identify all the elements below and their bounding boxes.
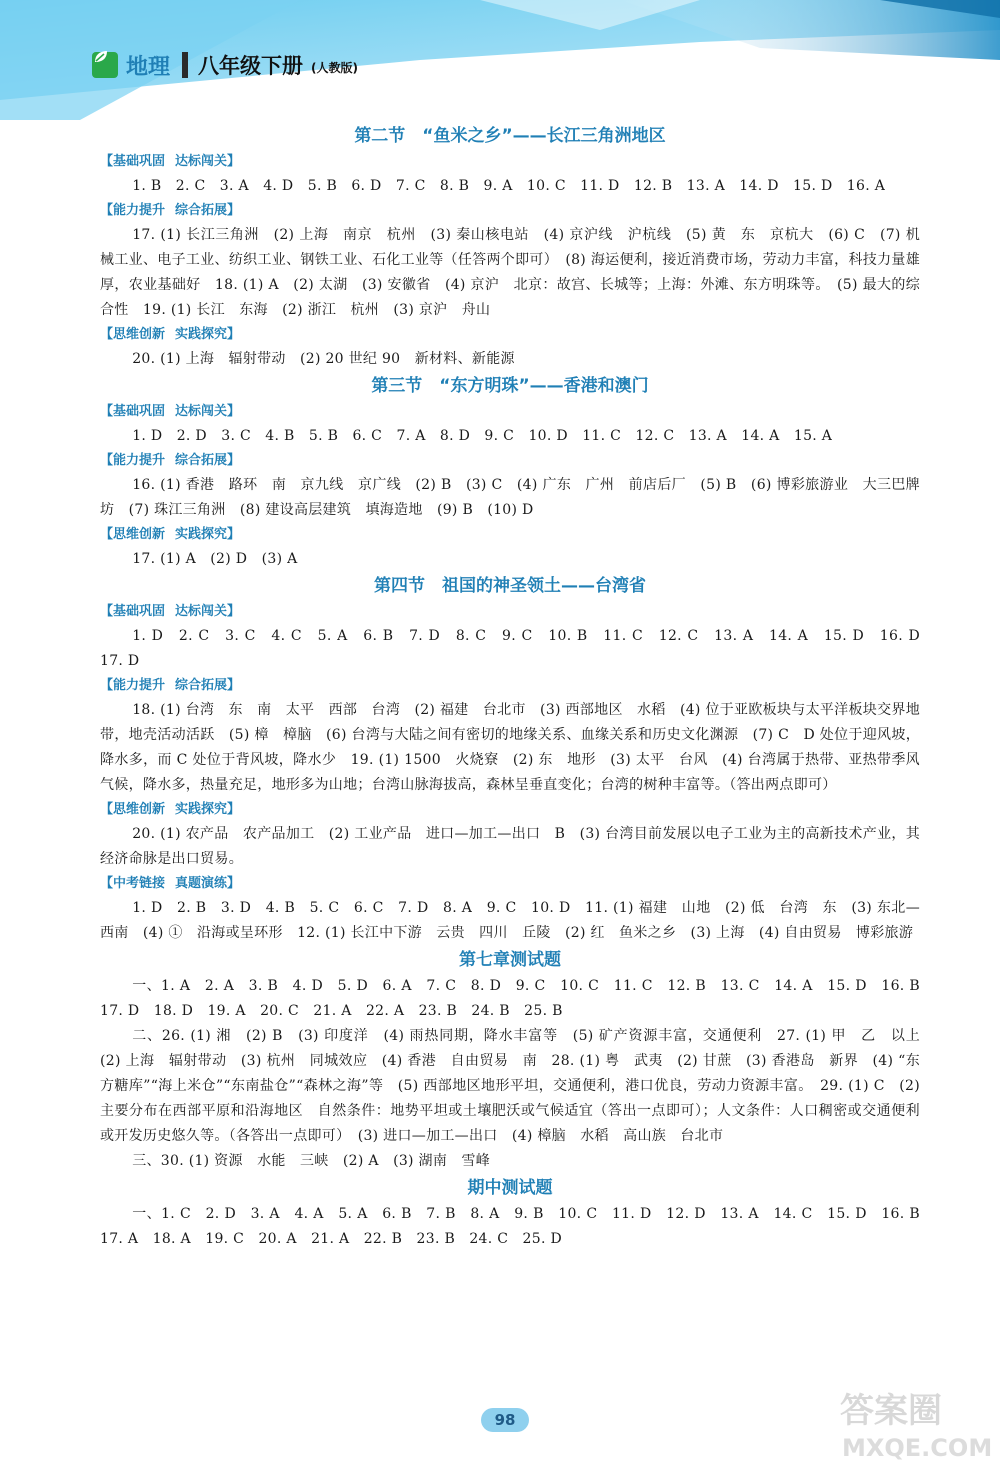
tag-basic: [100, 600, 920, 624]
tag-part: 【能力提升: [100, 678, 166, 693]
book-header: [92, 48, 358, 82]
tag-part: 综合拓展】: [175, 453, 241, 468]
header-banner: [0, 0, 1000, 120]
tag-ability: [100, 199, 920, 223]
section-title-ch7: 第七章测试题: [459, 950, 561, 970]
tag-part: 【能力提升: [100, 203, 166, 218]
header-divider: [182, 52, 188, 78]
answer-paragraph: 17. (1) 长江三角洲 (2) 上海 南京 杭州 (3) 秦山核电站 (4) 京沪线 沪杭线 (5) 黄 东 京杭大 (6) C (7) 机械工业、电子工业、纺织工业、钢铁工业、石化工业等（任答两个即可） (8) 海运便利，接近消费市场，劳动力丰富，科技力量雄厚，农业基础好 18. (1) A (2) 太湖 (3) 安徽省 (4) 京沪 北京：故宫、长城等；上海：外滩、东方明珠等。 (5) 最大的综合性 19. (1) 长江 东海 (2) 浙江 杭州 (3) 京沪 舟山: [100, 227, 920, 318]
tag-part: 综合拓展】: [175, 203, 241, 218]
tag-part: 达标闯关】: [175, 604, 241, 619]
answer-paragraph: 1. D 2. C 3. C 4. C 5. A 6. B 7. D 8. C 9. C 10. B 11. C 12. C 13. A 14. A 15. D 16. D 17. D: [100, 628, 935, 669]
tag-part: 【思维创新: [100, 527, 166, 542]
section-title-s2: 第二节 “鱼米之乡”——长江三角洲地区: [354, 126, 666, 146]
answer-content: [100, 122, 935, 1252]
tag-basic: [100, 400, 920, 424]
answer-paragraph: 1. D 2. D 3. C 4. B 5. B 6. C 7. A 8. D 9. C 10. D 11. C 12. C 13. A 14. A 15. A: [132, 428, 833, 444]
answer-paragraph: 16. (1) 香港 路环 南 京九线 京广线 (2) B (3) C (4) 广东 广州 前店后厂 (5) B (6) 博彩旅游业 大三巴牌坊 (7) 珠江三角洲 (8) 建设高层建筑 填海造地 (9) B (10) D: [100, 477, 920, 518]
tag-part: 综合拓展】: [175, 678, 241, 693]
tag-part: 【思维创新: [100, 327, 166, 342]
tag-thinking: [100, 323, 920, 347]
answer-paragraph: 三、30. (1) 资源 水能 三峡 (2) A (3) 湖南 雪峰: [132, 1153, 491, 1169]
leaf-logo-icon: [92, 52, 118, 78]
subject-label: 地理: [126, 54, 171, 80]
tag-ability: [100, 449, 920, 473]
answer-paragraph: 一、1. A 2. A 3. B 4. D 5. D 6. A 7. C 8. D 9. C 10. C 11. C 12. B 13. C 14. A 15. D 16. B 17. D 18. D 19. A 20. C 21. A 22. A 23. B 24. B 25. B: [100, 978, 935, 1019]
tag-part: 达标闯关】: [175, 154, 241, 169]
tag-exam: [100, 872, 920, 896]
answer-paragraph: 二、26. (1) 湘 (2) B (3) 印度洋 (4) 雨热同期，降水丰富等 (5) 矿产资源丰富，交通便利 27. (1) 甲 乙 以上 (2) 上海 辐射带动 (3) 杭州 同城效应 (4) 香港 自由贸易 南 28. (1) 粤 武夷 (2) 甘蔗 (3) 香港岛 新界 (4) “东方糖库”“海上米仓”“东南盐仓”“森林之海”等 (5) 西部地区地形平坦，交通便利，港口优良，劳动力资源丰富。 29. (1) C (2) 主要分布在西部平原和沿海地区 自然条件：地势平坦或土壤肥沃或气候适宜（答出一点即可）；人文条件：人口稠密或交通便利或开发历史悠久等。（各答出一点即可） (3) 进口—加工—出口 (4) 樟脑 水稻 高山族 台北市: [100, 1028, 935, 1144]
answer-paragraph: 18. (1) 台湾 东 南 太平 西部 台湾 (2) 福建 台北市 (3) 西部地区 水稻 (4) 位于亚欧板块与太平洋板块交界地带，地壳活动活跃 (5) 樟 樟脑 (6) 台湾与大陆之间有密切的地缘关系、血缘关系和历史文化渊源 (7) C D 处位于迎风坡，降水多，而 C 处位于背风坡，降水少 19. (1) 1500 火烧寮 (2) 东 地形 (3) 太平 台风 (4) 台湾属于热带、亚热带季风气候，降水多，热量充足，地形多为山地；台湾山脉海拔高，森林呈垂直变化；台湾的树种丰富等。（答出两点即可）: [100, 702, 920, 793]
tag-basic: [100, 150, 920, 174]
answer-paragraph: 一、1. C 2. D 3. A 4. A 5. A 6. B 7. B 8. A 9. B 10. C 11. D 12. D 13. A 14. C 15. D 16. B 17. A 18. A 19. C 20. A 21. A 22. B 23. B 24. C 25. D: [100, 1206, 935, 1247]
answer-paragraph: 20. (1) 上海 辐射带动 (2) 20 世纪 90 新材料、新能源: [132, 351, 515, 367]
tag-thinking: [100, 523, 920, 547]
tag-part: 实践探究】: [175, 802, 241, 817]
tag-part: 【基础巩固: [100, 604, 166, 619]
tag-part: 【中考链接: [100, 876, 166, 891]
tag-ability: [100, 674, 920, 698]
answer-paragraph: 1. B 2. C 3. A 4. D 5. B 6. D 7. C 8. B 9. A 10. C 11. D 12. B 13. A 14. D 15. D 16. A: [132, 178, 886, 194]
section-title-s3: 第三节 “东方明珠”——香港和澳门: [371, 376, 649, 396]
section-title-s4: 第四节 祖国的神圣领土——台湾省: [374, 576, 646, 596]
watermark-logo: [830, 1380, 1000, 1466]
tag-thinking: [100, 798, 920, 822]
tag-part: 【思维创新: [100, 802, 166, 817]
tag-part: 【基础巩固: [100, 154, 166, 169]
svg-text:答案圈: 答案圈: [840, 1391, 942, 1431]
answer-paragraph: 20. (1) 农产品 农产品加工 (2) 工业产品 进口—加工—出口 B (3) 台湾目前发展以电子工业为主的高新技术产业，其经济命脉是出口贸易。: [100, 826, 920, 867]
page-number: 98: [481, 1408, 529, 1432]
tag-part: 真题演练】: [175, 876, 241, 891]
section-title-mid: 期中测试题: [467, 1178, 553, 1198]
answer-paragraph: 17. (1) A (2) D (3) A: [132, 551, 298, 567]
grade-label: 八年级下册: [198, 54, 304, 78]
tag-part: 实践探究】: [175, 327, 241, 342]
tag-part: 达标闯关】: [175, 404, 241, 419]
answer-paragraph: 1. D 2. B 3. D 4. B 5. C 6. C 7. D 8. A 9. C 10. D 11. (1) 福建 山地 (2) 低 台湾 东 (3) 东北—西南 (4) ① 沿海或呈环形 12. (1) 长江中下游 云贵 四川 丘陵 (2) 红 鱼米之乡 (3) 上海 (4) 自由贸易 博彩旅游: [100, 900, 920, 941]
tag-part: 【基础巩固: [100, 404, 166, 419]
svg-text:MXQE.COM: MXQE.COM: [842, 1434, 993, 1462]
edition-label: (人教版): [311, 60, 358, 75]
tag-part: 实践探究】: [175, 527, 241, 542]
tag-part: 【能力提升: [100, 453, 166, 468]
